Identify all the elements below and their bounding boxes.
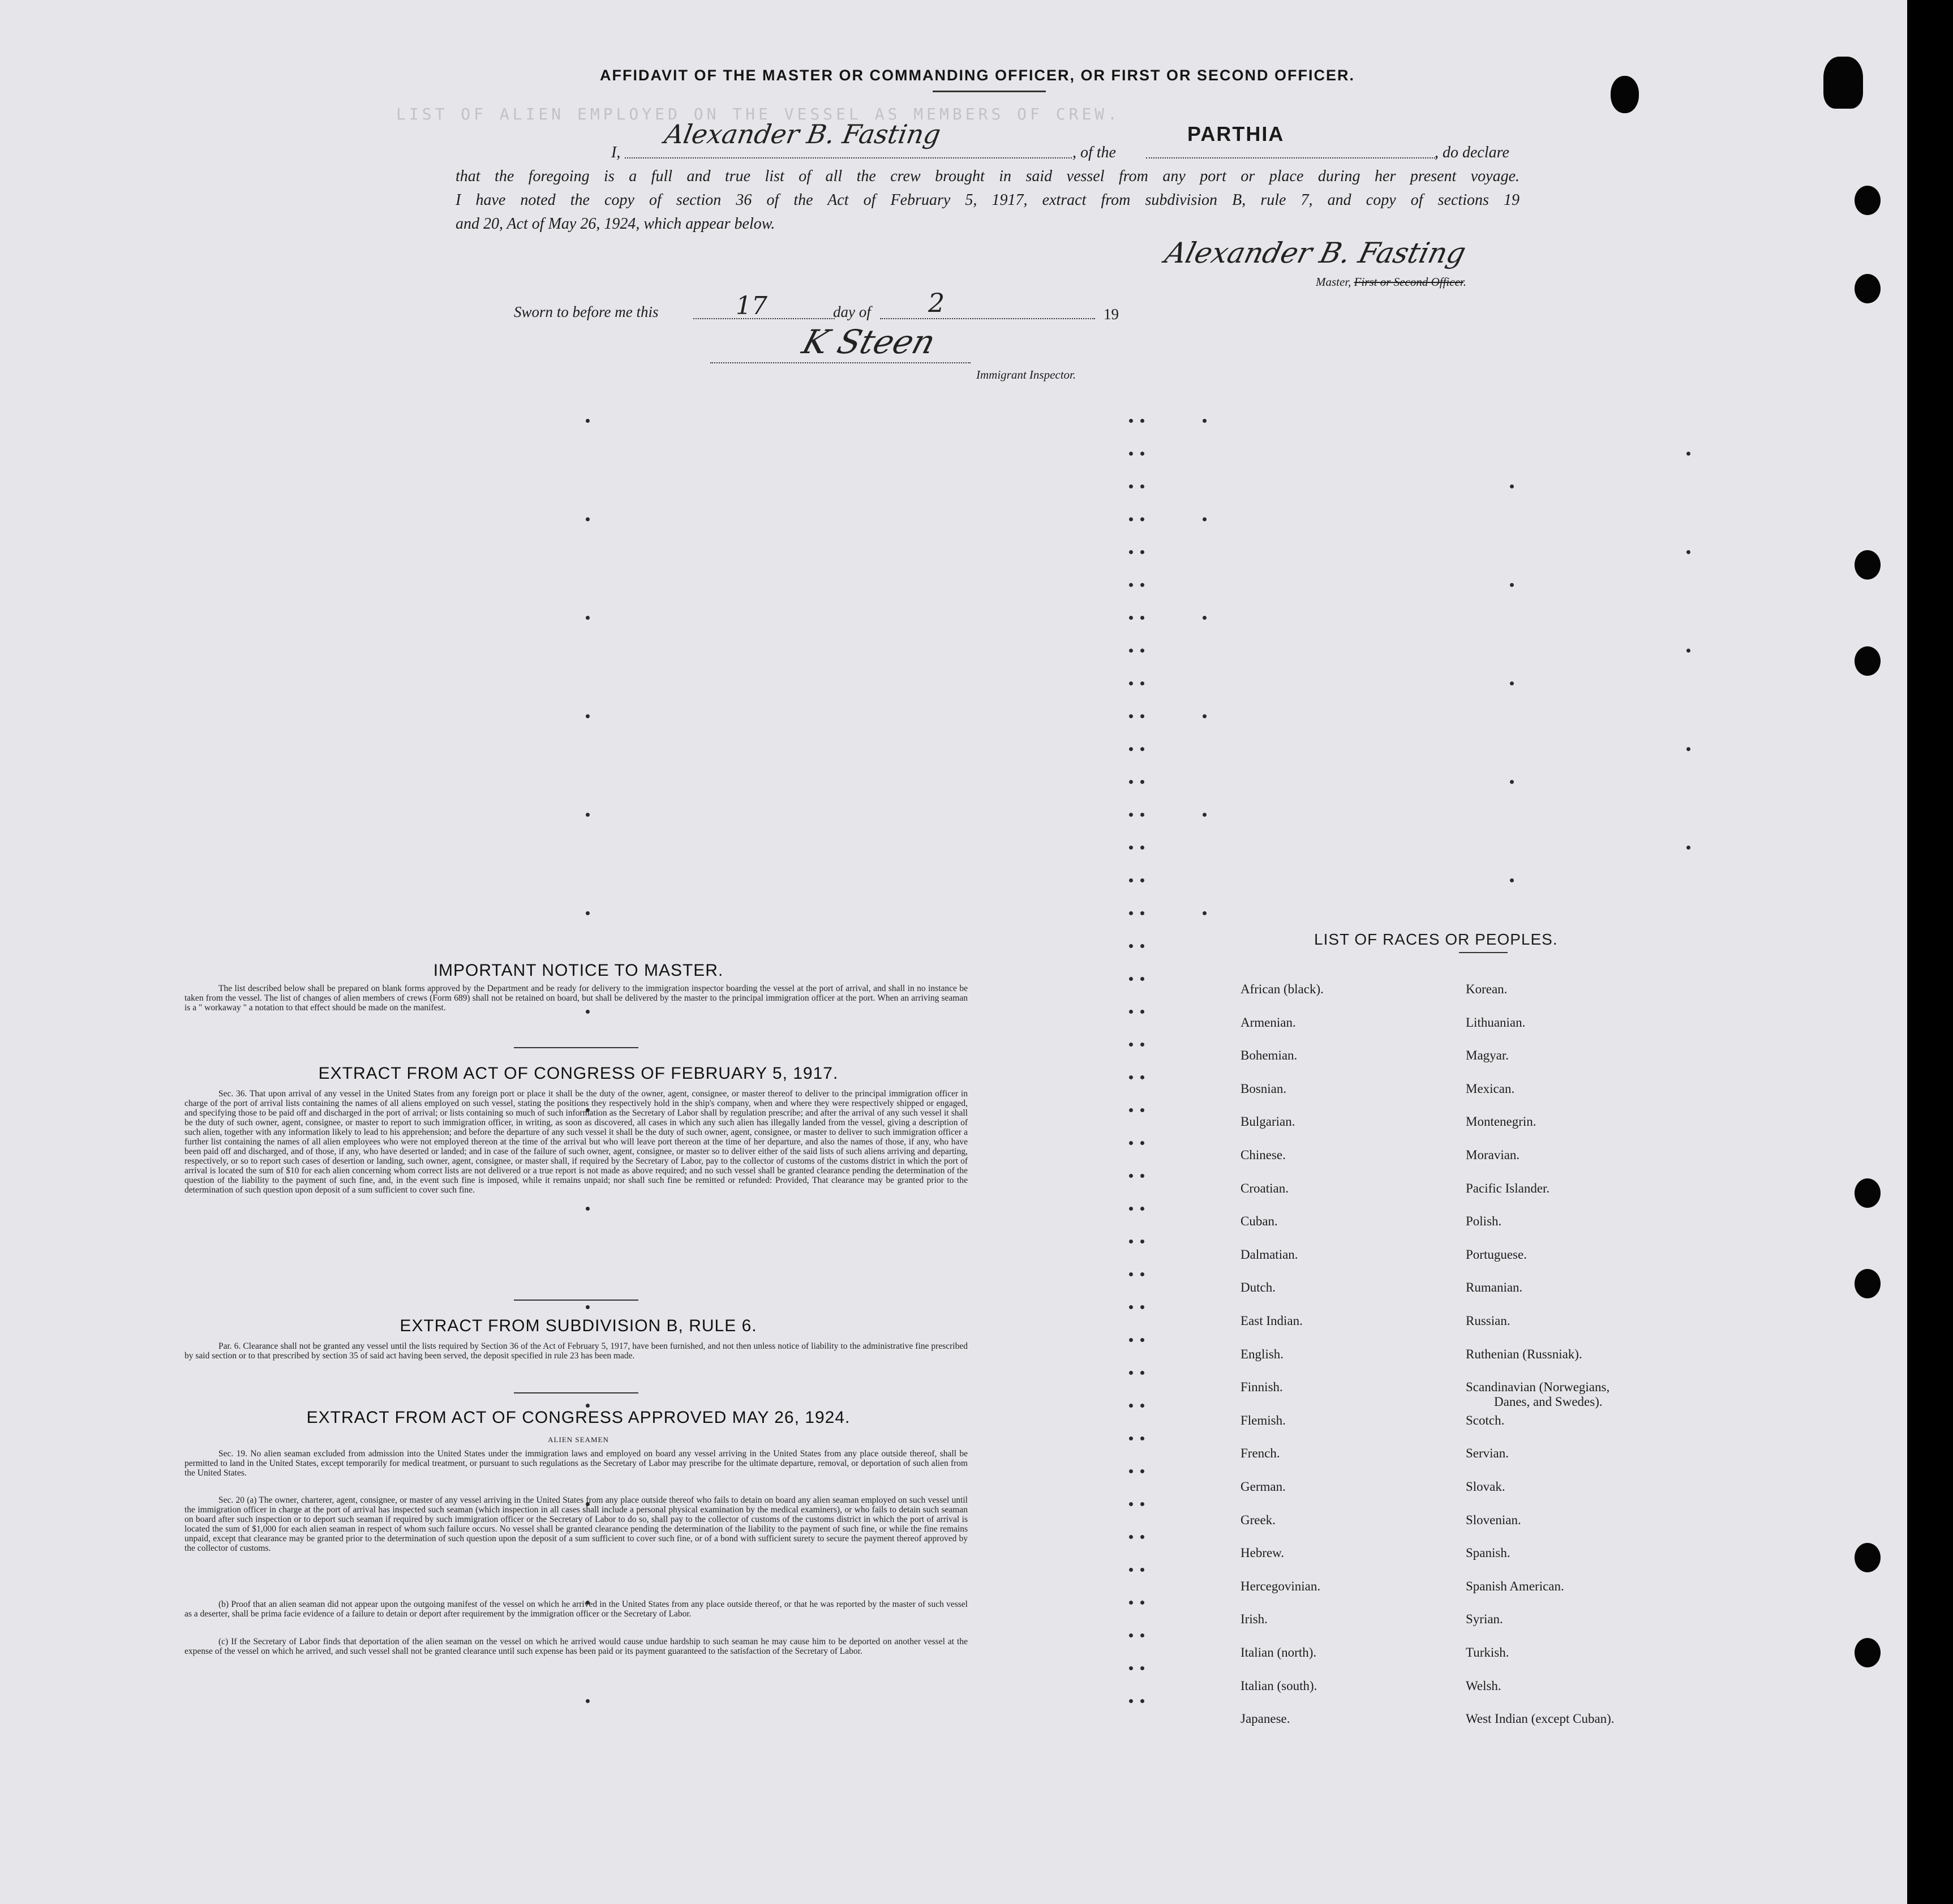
extract3-title: EXTRACT FROM ACT OF CONGRESS APPROVED MAY 26, 1924. [306, 1408, 851, 1427]
sworn-day-handwritten: 17 [736, 291, 767, 320]
race-item: Slovenian. [1466, 1512, 1521, 1527]
punch-hole [1855, 550, 1881, 580]
race-item: Japanese. [1241, 1712, 1290, 1726]
scan-dot [1129, 517, 1133, 521]
scan-dot [1510, 583, 1514, 587]
punch-hole [1855, 1638, 1881, 1667]
signature-caption [1316, 275, 1466, 289]
race-item: English. [1241, 1346, 1284, 1361]
scan-dot [1140, 911, 1144, 915]
scan-dot [1140, 1371, 1144, 1375]
scan-dot [1129, 1174, 1133, 1178]
scan-dot [1510, 484, 1514, 488]
race-item: Magyar. [1466, 1048, 1509, 1063]
scan-dot [1129, 846, 1133, 850]
race-item: Moravian. [1466, 1148, 1520, 1162]
scan-dot [1140, 1568, 1144, 1572]
scan-dot [1140, 714, 1144, 718]
scan-dot [1129, 1108, 1133, 1112]
extract3-sec20b: (b) Proof that an alien seaman did not appear upon the outgoing manifest of the vessel on which he arrived in the United States from any place outside thereof, or that he was reported by the master of such vessel as a deserter, shall be prima facie evidence of a failure to detain or deport after requirement by the immigration officer or the Secretary of Labor. [184, 1599, 968, 1619]
race-item: Mexican. [1466, 1081, 1515, 1096]
scan-dot [1129, 878, 1133, 882]
scan-dot [586, 1305, 590, 1309]
race-item: Servian. [1466, 1446, 1509, 1461]
scan-dot [1140, 1305, 1144, 1309]
extract1-body: Sec. 36. That upon arrival of any vessel in the United States from any foreign port or place it shall be the duty of the owner, agent, consignee, or master thereof to deliver to the principal immigration officer in charge of the port of arrival lists containing the names of all aliens employed on such vessel, stating the positions they respectively hold in the ship's company, when and where they were respectively shipped or engaged, and specifying those to be paid off and discharged in the port of arrival; or lists containing so much of such information as the Secretary of Labor shall by regulation prescribe; and after the arrival of any such vessel it shall be the duty of such owner, agent, consignee, or master to report to such immigration officer, in writing, as soon as discovered, all cases in which any such alien has illegally landed from the vessel, giving a description of such alien, together with any information likely to lead to his apprehension; and before the departure of any such vessel it shall be the duty of such owner, agent, consignee, or master to deliver to such immigration officer a further list containing the names of all alien employees who were not employed thereon at the time of the arrival but who will leave port thereon at the time of her departure, and also the names of those, if any, who have been paid off and discharged, and of those, if any, who have deserted or landed; and in case of the failure of such owner, agent, consignee, or master so to deliver either of the said lists of such aliens arriving and departing, respectively, or so to report such cases of desertion or landing, such owner, agent, consignee, or master shall, if required by the Secretary of Labor, pay to the collector of customs of the customs district in which the port of arrival is located the sum of $10 for each alien concerning whom correct lists are not delivered or a true report is not made as above required; and no such vessel shall be granted clearance pending the determination of the question of the liability to the payment of such fine, and, in the event such fine is imposed, while it remains unpaid; nor shall such fine be remitted or refunded: Provided, That clearance may be granted prior to the determination of such question upon deposit of a sum sufficient to cover such fine. [184, 1089, 968, 1195]
race-item: Italian (south). [1241, 1678, 1317, 1693]
race-item: Korean. [1466, 982, 1508, 996]
section-divider [514, 1392, 638, 1393]
sworn-month-handwritten: 2 [928, 288, 945, 318]
inspector-caption: Immigrant Inspector. [976, 368, 1076, 381]
scan-dot [1203, 911, 1207, 915]
scan-dot [1203, 616, 1207, 620]
bleed-through-text: LIST OF ALIEN EMPLOYED ON THE VESSEL AS MEMBERS OF CREW. [396, 105, 1121, 123]
race-item: Turkish. [1466, 1645, 1509, 1659]
scan-dot [1140, 419, 1144, 423]
scan-dot [1129, 1699, 1133, 1703]
scan-dot [1129, 780, 1133, 784]
extract3-subtitle: ALIEN SEAMEN [548, 1435, 609, 1444]
scan-dot [1140, 747, 1144, 751]
scan-dot [1129, 1371, 1133, 1375]
scan-dot [1140, 1141, 1144, 1145]
race-item: Hercegovinian. [1241, 1579, 1321, 1593]
sworn-label: Sworn to before me this [514, 303, 659, 320]
scan-dot [586, 1699, 590, 1703]
race-item: Rumanian. [1466, 1280, 1523, 1295]
race-item: Montenegrin. [1466, 1114, 1536, 1129]
scan-dot [1140, 1633, 1144, 1637]
scan-dot [1140, 681, 1144, 685]
race-item: Polish. [1466, 1214, 1502, 1229]
race-item: Portuguese. [1466, 1247, 1527, 1262]
extract3-sec20a: Sec. 20 (a) The owner, charterer, agent, consignee, or master of any vessel arriving in the United States from any place outside thereof who fails to detain on board any alien seaman employed on such vessel until the immigration officer in charge at the port of arrival has inspected such seaman (which inspection in all cases shall include a personal physical examination by the medical examiners), or who fails to detain such seaman on board after such inspection or to deport such seaman if required by such immigration officer or the Secretary of Labor to do so, shall pay to the collector of customs of the customs district in which the port of arrival is located the sum of $1,000 for each alien seaman in respect of whom such failure occurs. No vessel shall be granted clearance pending the determination of the liability to the payment of such fine, or while the fine remains unpaid, except that clearance may be granted prior to the determination of such question upon the deposit of a sum sufficient to cover such fine, or of a bond with sufficient surety to secure the payment thereof approved by the collector of customs. [184, 1495, 968, 1553]
race-item: Hebrew. [1241, 1546, 1285, 1560]
scan-dot [1129, 1601, 1133, 1605]
race-item: Bohemian. [1241, 1048, 1298, 1063]
scan-dot [1129, 550, 1133, 554]
scan-dot [1140, 1174, 1144, 1178]
race-item: Spanish American. [1466, 1579, 1564, 1593]
extract3-sec19: Sec. 19. No alien seaman excluded from admission into the United States under the immigration laws and employed on board any vessel arriving in the United States from any place outside thereof, shall be permitted to land in the United States, except temporarily for medical treatment, or pursuant to such regulations as the Secretary of Labor may prescribe for the ultimate departure, removal, or deportation of such alien from the United States. [184, 1449, 968, 1478]
scan-dot [1203, 714, 1207, 718]
scan-dot [1140, 649, 1144, 653]
punch-hole [1855, 1543, 1881, 1572]
scan-dot [1129, 1502, 1133, 1506]
declaration-line-2: that the foregoing is a full and true list of all the crew brought in said vessel from any port or place during her present voyage. [456, 168, 1520, 185]
scan-dot [1203, 813, 1207, 817]
extract3-sec20c: (c) If the Secretary of Labor finds that deportation of the alien seaman on the vessel on which he arrived would cause undue hardship to such seaman he may cause him to be deported on another vessel at the expense of the vessel on which he arrived, and such vessel shall not be granted clearance until such expense has been paid or its payment guaranteed to the satisfaction of the Secretary of Labor. [184, 1637, 968, 1656]
extract1-title: EXTRACT FROM ACT OF CONGRESS OF FEBRUARY 5, 1917. [318, 1064, 839, 1083]
scan-dot [1129, 681, 1133, 685]
scan-dot [1686, 550, 1690, 554]
declaration-of-the: , of the [1072, 144, 1116, 161]
race-item: Pacific Islander. [1466, 1181, 1550, 1195]
scan-dot [1140, 1272, 1144, 1276]
punch-hole [1855, 274, 1881, 303]
scan-dot [1129, 1535, 1133, 1539]
scan-dot [1140, 1502, 1144, 1506]
scan-dot [1129, 649, 1133, 653]
scan-dot [586, 517, 590, 521]
scan-dot [1129, 1633, 1133, 1637]
scan-dot [1203, 419, 1207, 423]
master-signature: Alexander B. Fasting [1161, 237, 1470, 269]
sworn-year-prefix: 19 [1104, 306, 1119, 323]
scan-dot [1140, 1535, 1144, 1539]
races-title: LIST OF RACES OR PEOPLES. [1314, 930, 1558, 948]
scan-dot [1686, 747, 1690, 751]
scan-dot [1129, 1141, 1133, 1145]
scan-dot [1140, 1108, 1144, 1112]
scan-dot [1140, 1075, 1144, 1079]
scan-dot [1140, 583, 1144, 587]
master-name-line [625, 157, 1072, 158]
scan-dot [1129, 813, 1133, 817]
vessel-name-stamp: PARTHIA [1187, 122, 1285, 145]
section-divider [514, 1047, 638, 1048]
caption-struck: First or Second Officer [1354, 275, 1463, 289]
scan-dot [1140, 616, 1144, 620]
declaration-line-3: I have noted the copy of section 36 of the Act of February 5, 1917, extract from subdivision B, rule 7, and copy of sections 19 [456, 191, 1520, 209]
scan-dot [1140, 1666, 1144, 1670]
scan-dot [586, 714, 590, 718]
vessel-name-line [1146, 157, 1437, 158]
scan-dot [586, 1404, 590, 1408]
race-item: Dutch. [1241, 1280, 1276, 1295]
scan-dot [1129, 1404, 1133, 1408]
punch-hole [1855, 1269, 1881, 1298]
scan-dot [586, 419, 590, 423]
scan-dot [1510, 878, 1514, 882]
race-item: Irish. [1241, 1612, 1268, 1627]
scan-dot [1129, 1043, 1133, 1047]
scan-dot [1140, 846, 1144, 850]
race-item: German. [1241, 1480, 1286, 1494]
scan-dot [1140, 1240, 1144, 1243]
scan-dot [1129, 1436, 1133, 1440]
scan-dot [1129, 583, 1133, 587]
scan-dot [1129, 944, 1133, 948]
race-item: Armenian. [1241, 1015, 1296, 1030]
scan-dot [1140, 944, 1144, 948]
scan-dot [1129, 714, 1133, 718]
notice-body: The list described below shall be prepared on blank forms approved by the Department and be ready for delivery to the immigration inspector boarding the vessel at the port of arrival, and shall in no instance be taken from the vessel. The list of changes of alien members of crews (Form 689) shall not be retained on board, but shall be delivered by the master to the principal immigration officer at the port. When an arriving seaman is a " workaway " a notation to that effect should be made on the manifest. [184, 984, 968, 1013]
race-item: Slovak. [1466, 1480, 1505, 1494]
scan-dot [1510, 681, 1514, 685]
scan-dot [1140, 1436, 1144, 1440]
race-item: Bulgarian. [1241, 1114, 1295, 1129]
race-item: French. [1241, 1446, 1280, 1461]
punch-hole [1855, 646, 1881, 676]
scan-dot [1686, 452, 1690, 456]
scan-dot [1129, 419, 1133, 423]
scan-dot [1140, 1207, 1144, 1211]
sworn-month-line [880, 318, 1095, 319]
race-item: Finnish. [1241, 1380, 1283, 1395]
race-item: Syrian. [1466, 1612, 1503, 1627]
scan-dot [1140, 1601, 1144, 1605]
scan-dot [1140, 878, 1144, 882]
scan-dot [1129, 1338, 1133, 1342]
scan-dot [586, 813, 590, 817]
declaration-do-declare: , do declare [1435, 144, 1509, 161]
declaration-line-4: and 20, Act of May 26, 1924, which appear below. [456, 215, 775, 233]
race-item: Spanish. [1466, 1546, 1510, 1560]
scan-dot [1686, 846, 1690, 850]
scan-dot [1140, 977, 1144, 981]
scan-dot [1686, 649, 1690, 653]
race-item: Cuban. [1241, 1214, 1278, 1229]
scan-dot [1140, 517, 1144, 521]
race-item: Dalmatian. [1241, 1247, 1298, 1262]
extract2-body: Par. 6. Clearance shall not be granted any vessel until the lists required by Section 36 of the Act of February 5, 1917, have been furnished, and not then unless notice of liability to the administrative fine prescribed by said section or to that prescribed by section 35 of said act having been served, the deposit specified in rule 23 has been made. [184, 1341, 968, 1361]
scan-dot [1140, 1404, 1144, 1408]
extract2-title: EXTRACT FROM SUBDIVISION B, RULE 6. [400, 1316, 757, 1335]
corner-tear [1823, 57, 1863, 109]
caption-end: . [1463, 275, 1466, 289]
declaration-i: I, [611, 144, 621, 161]
scan-dot [1129, 1010, 1133, 1014]
race-scandinavian-continued: Danes, and Swedes). [1494, 1395, 1603, 1409]
scan-dot [1129, 1469, 1133, 1473]
inspector-signature-line [710, 362, 971, 363]
race-item: African (black). [1241, 982, 1324, 996]
scan-dot [1140, 484, 1144, 488]
ink-blot [1611, 76, 1639, 113]
race-item: Scotch. [1466, 1413, 1505, 1427]
scan-dot [1129, 1305, 1133, 1309]
race-item: Italian (north). [1241, 1645, 1317, 1659]
scan-dot [586, 1207, 590, 1211]
section-divider [514, 1300, 638, 1301]
punch-hole [1855, 186, 1881, 215]
punch-hole [1855, 1178, 1881, 1208]
race-item: Welsh. [1466, 1678, 1501, 1693]
affidavit-title: AFFIDAVIT OF THE MASTER OR COMMANDING OFFICER, OR FIRST OR SECOND OFFICER. [600, 67, 1355, 84]
master-name-handwritten: Alexander B. Fasting [662, 119, 943, 149]
race-item: Ruthenian (Russniak). [1466, 1346, 1582, 1361]
scan-dot [1140, 813, 1144, 817]
race-item: East Indian. [1241, 1314, 1303, 1328]
scan-dot [586, 616, 590, 620]
scan-dot [1129, 616, 1133, 620]
scan-dot [1140, 550, 1144, 554]
scan-dot [1129, 747, 1133, 751]
scan-dot [1140, 1010, 1144, 1014]
scan-dot [1129, 911, 1133, 915]
race-item: Bosnian. [1241, 1081, 1287, 1096]
scan-dot [1203, 517, 1207, 521]
scan-dot [1140, 1699, 1144, 1703]
race-item: Greek. [1241, 1512, 1276, 1527]
race-item: Lithuanian. [1466, 1015, 1526, 1030]
sworn-day-of: day of [833, 303, 871, 320]
scan-dot [1510, 780, 1514, 784]
scan-dot [1140, 1469, 1144, 1473]
scan-dot [1140, 780, 1144, 784]
scan-dot [1129, 1075, 1133, 1079]
scan-dot [1140, 1043, 1144, 1047]
scan-dot [1140, 1338, 1144, 1342]
scan-dot [1140, 452, 1144, 456]
race-item: Chinese. [1241, 1148, 1286, 1162]
scan-dot [1129, 452, 1133, 456]
scan-dot [1129, 1207, 1133, 1211]
caption-master: Master, [1316, 275, 1351, 289]
race-item: Flemish. [1241, 1413, 1286, 1427]
race-item: West Indian (except Cuban). [1466, 1712, 1615, 1726]
scan-dot [1129, 1240, 1133, 1243]
scan-dot [1129, 1666, 1133, 1670]
inspector-signature: K Steen [798, 323, 940, 361]
scan-dot [1129, 484, 1133, 488]
race-item: Croatian. [1241, 1181, 1289, 1195]
scan-dot [1129, 1568, 1133, 1572]
race-item: Scandinavian (Norwegians, [1466, 1380, 1610, 1395]
scan-dot [1129, 977, 1133, 981]
races-title-underline [1459, 952, 1508, 953]
title-underline [933, 91, 1046, 92]
notice-title: IMPORTANT NOTICE TO MASTER. [433, 961, 724, 980]
scan-dot [1129, 1272, 1133, 1276]
scan-dot [586, 911, 590, 915]
race-item: Russian. [1466, 1314, 1510, 1328]
